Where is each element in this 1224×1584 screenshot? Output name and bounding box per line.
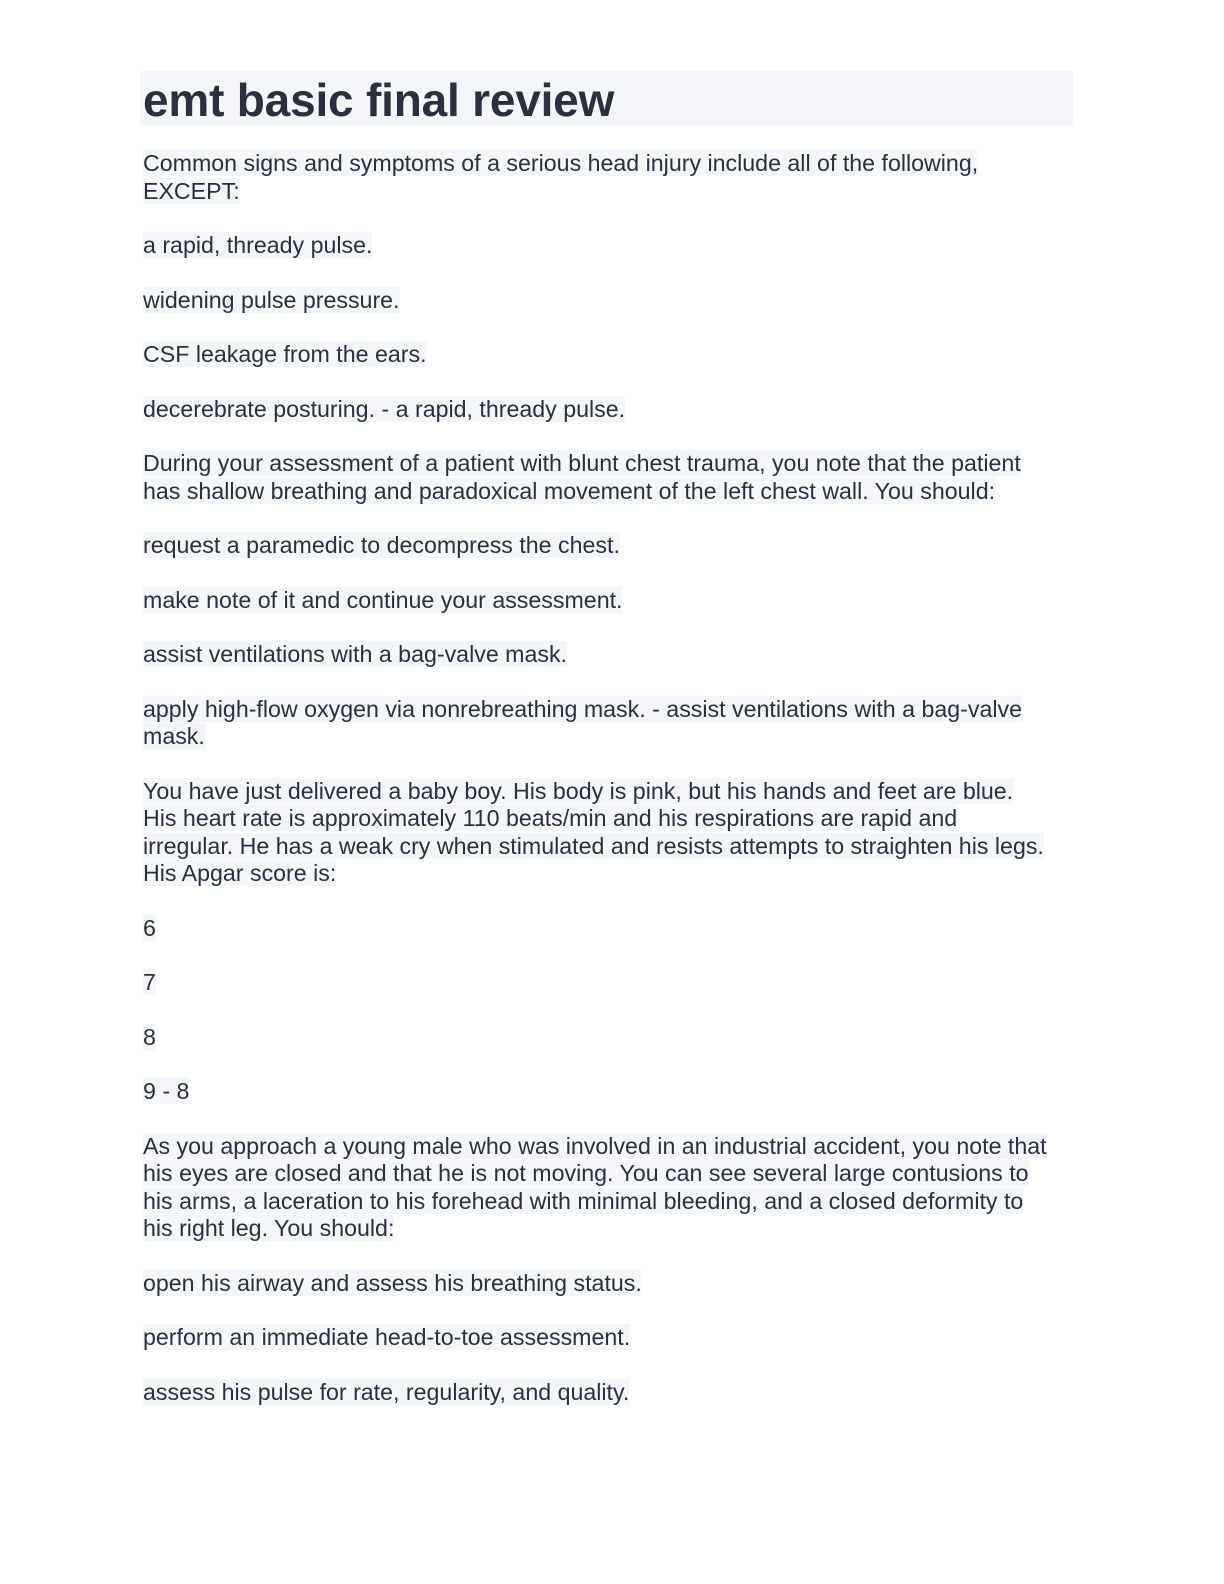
question-text: Common signs and symptoms of a serious head injury include all of the following, EXCEPT:	[143, 150, 979, 204]
answer-option: perform an immediate head-to-toe assessment.	[143, 1324, 631, 1350]
answer-option: 9 - 8	[143, 1078, 190, 1104]
answer-option: open his airway and assess his breathing status.	[143, 1269, 642, 1296]
answer-option: CSF leakage from the ears.	[143, 341, 427, 367]
answer-option: assist ventilations with a bag-valve mask.	[143, 641, 567, 667]
answer-option: 8	[143, 1023, 156, 1050]
answer-option: make note of it and continue your assessment.	[143, 586, 623, 613]
question-text: During your assessment of a patient with blunt chest trauma, you note that the patient has shallow breathing and paradoxical movement of the left chest wall. You should:	[143, 450, 1021, 504]
answer-option: request a paramedic to decompress the chest.	[143, 532, 620, 558]
title-bar	[140, 71, 1073, 126]
answer-option: 7	[143, 969, 156, 995]
question-text: You have just delivered a baby boy. His body is pink, but his hands and feet are blue. His heart rate is approximately 110 beats/min and his respirations are rapid and irregular. He has a weak cry when stimulated and resists attempts to straighten his legs. His Apgar score is:	[143, 777, 1044, 886]
document-body	[143, 150, 1073, 1406]
page-title: emt basic final review	[143, 74, 615, 126]
question-text: As you approach a young male who was involved in an industrial accident, you note that his eyes are closed and that he is not moving. You can see several large contusions to his arms, a laceration to his forehead with minimal bleeding, and a closed deformity to his right leg. You should:	[143, 1132, 1047, 1241]
answer-option: widening pulse pressure.	[143, 286, 400, 313]
answer-option: a rapid, thready pulse.	[143, 232, 373, 258]
answer-option: assess his pulse for rate, regularity, and quality.	[143, 1378, 630, 1405]
answer-option: apply high-flow oxygen via nonrebreathing mask. - assist ventilations with a bag-valve mask.	[143, 695, 1023, 749]
document-page	[140, 71, 1073, 1433]
answer-option: 6	[143, 914, 156, 941]
answer-option: decerebrate posturing. - a rapid, thready pulse.	[143, 395, 626, 422]
